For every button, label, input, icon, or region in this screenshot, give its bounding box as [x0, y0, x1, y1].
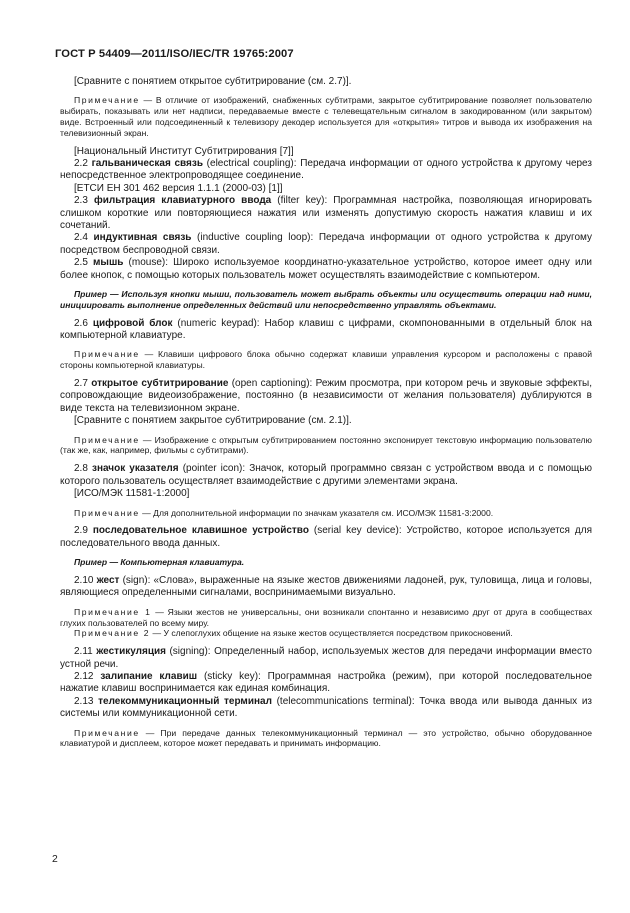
term: индуктивная связь [93, 232, 192, 244]
text: (telecommunications terminal): Точка ввода или вывода данных из системы или коммуникационной сети. [60, 695, 592, 720]
text: — Изображение с открытым субтитрированием постоянно экспонирует текстовую информацию пользователю (так же, как, например, фильмы с субтитрами). [60, 434, 592, 456]
text: (filter key): Программная настройка, позволяющая игнорировать слишком короткие или повторяющиеся нажатия или изменять допустимую скорость нажатия клавиш и их сочетаний. [60, 195, 592, 232]
paragraph-b7 [60, 232, 592, 257]
text: Пример — Компьютерная клавиатура. [74, 557, 245, 568]
page-header: ГОСТ Р 54409—2011/ISO/IEC/TR 19765:2007 [55, 48, 294, 60]
note-b2 [60, 95, 592, 138]
section-number: 2.10 [74, 574, 97, 586]
paragraph-b20 [60, 575, 592, 600]
text: (sticky key): Программная настройка (режим), при которой последовательное нажатие клавиш воспринимается как единая комбинация. [60, 670, 593, 695]
term: открытое субтитрирование [91, 378, 229, 390]
paragraph-b18 [60, 525, 592, 550]
text: Пример — Используя кнопки мыши, пользователь может выбрать объекты или осуществить операции над ними, инициировать выполнение определенных действий или непосредственно управлять объектами. [60, 289, 592, 310]
paragraph-b16 [60, 488, 592, 500]
paragraph-b24 [60, 671, 592, 696]
paragraph-b25 [60, 696, 592, 721]
term: фильтрация клавиатурного ввода [93, 195, 272, 207]
document-body [60, 76, 592, 749]
note-label: Примечание [74, 727, 140, 738]
text: — В отличие от изображений, снабженных субтитрами, закрытое субтитрирование позволяет пользователю выбирать, показывать или нет надписи, передаваемые вместе с телевещательным сигналом в закодированном (или закрытом) виде. Встроенный или подсоединенный к телевизору декодер используется для «открытия» титров и вывода их изображения на телевизионный экран. [60, 95, 592, 138]
paragraph-b23 [60, 646, 592, 671]
paragraph-b13 [60, 415, 592, 427]
note-label: Примечание 2 [74, 628, 151, 639]
paragraph-b3 [60, 146, 592, 158]
note-b21 [60, 607, 592, 629]
section-number: 2.5 [74, 257, 94, 269]
text: (numeric keypad): Набор клавиш с цифрами, скомпонованными в отдельный блок на компьютерной клавиатуре. [60, 317, 592, 342]
term: мышь [93, 257, 124, 269]
text: (electrical coupling): Передача информации от одного устройства к другому через непосредственное электропроводящее соединение. [60, 158, 592, 182]
note-b11 [60, 349, 592, 371]
section-number: 2.7 [74, 378, 92, 390]
text: (inductive coupling loop): Передача информации от одного устройства к другому посредством беспроводной связи. [60, 232, 592, 256]
text: — У слепоглухих общение на языке жестов осуществляется посредством прикосновений. [150, 628, 513, 639]
note-label: Примечание [74, 95, 140, 106]
section-number: 2.13 [74, 695, 99, 707]
section-number: 2.8 [74, 463, 92, 475]
text: [Сравните с понятием открытое субтитрирование (см. 2.7)]. [74, 76, 352, 87]
text: (sign): «Слова», выраженные на языке жестов движениями ладоней, рук, туловища, лица и головы, являющиеся определенными сигналами, воспринимаемыми визуально. [60, 574, 592, 599]
text: [Национальный Институт Субтитрирования [7]] [74, 145, 294, 157]
section-number: 2.4 [74, 232, 94, 244]
note-b22 [60, 628, 592, 639]
term: гальваническая связь [91, 158, 203, 169]
section-number: 2.11 [74, 646, 97, 658]
note-b26 [60, 728, 592, 750]
paragraph-b6 [60, 195, 592, 232]
section-number: 2.9 [74, 525, 93, 537]
text: — Языки жестов не универсальны, они возникали спонтанно и независимо друг от друга в сообществах глухих пользователей по всему миру. [60, 606, 592, 628]
text: (mouse): Широко используемое координатно-указательное устройство, которое имеет одну или более кнопок, с помощью которых пользователь может осуществлять взаимодействие с компьютером. [60, 257, 592, 281]
paragraph-b8 [60, 257, 592, 282]
note-b17 [60, 508, 592, 519]
paragraph-b10 [60, 318, 592, 343]
term: значок указателя [91, 463, 179, 475]
term: залипание клавиш [100, 670, 198, 682]
text: [ЕТСИ ЕН 301 462 версия 1.1.1 (2000-03) [1]] [74, 182, 283, 194]
term: телекоммуникационный терминал [98, 695, 272, 707]
text: (pointer icon): Значок, который программно связан с устройством ввода и с помощью которого пользователь осуществляет взаимодействие с другими элементами экрана. [60, 463, 592, 487]
term: последовательное клавишное устройство [92, 525, 309, 537]
text: (serial key device): Устройство, которое используется для последовательного ввода данных. [60, 525, 592, 549]
term: цифровой блок [92, 317, 173, 329]
paragraph-b5 [60, 183, 592, 195]
paragraph-b4 [60, 158, 592, 183]
paragraph-b1 [60, 76, 592, 88]
term: жестикуляция [96, 646, 166, 658]
section-number: 2.12 [74, 670, 101, 682]
section-number: 2.2 [74, 158, 92, 169]
note-label: Примечание [74, 507, 140, 518]
text: [ИСО/МЭК 11581-1:2000] [74, 488, 190, 500]
paragraph-b15 [60, 463, 592, 488]
note-label: Примечание [74, 349, 140, 360]
text: (signing): Определенный набор, используемых жестов для передачи информации вместо устной речи. [60, 646, 592, 670]
text: — Для дополнительной информации по значкам указателя см. ИСО/МЭК 11581-3:2000. [139, 507, 494, 518]
note-b14 [60, 435, 592, 457]
term: жест [96, 574, 120, 586]
note-label: Примечание [74, 434, 140, 445]
example-b9 [60, 289, 592, 311]
text: — При передаче данных телекоммуникационный терминал — это устройство, обычно оборудованное клавиатурой и дисплеем, которое может передавать и принимать информацию. [60, 727, 592, 749]
note-label: Примечание 1 [74, 606, 152, 617]
example-b19 [60, 557, 592, 568]
section-number: 2.3 [74, 195, 94, 207]
text: [Сравните с понятием закрытое субтитрирование (см. 2.1)]. [74, 415, 352, 427]
page-number: 2 [52, 854, 58, 865]
text: (open captioning): Режим просмотра, при котором речь и звуковые эффекты, сопровождающие видеоизображение, постоянно (в независимости от желания пользователя) дублируются в виде текста на телевизионном экране. [60, 378, 593, 414]
paragraph-b12 [60, 378, 592, 415]
section-number: 2.6 [74, 317, 93, 329]
text: — Клавиши цифрового блока обычно содержат клавиши управления курсором и расположены с правой стороны компьютерной клавиатуры. [60, 349, 592, 371]
